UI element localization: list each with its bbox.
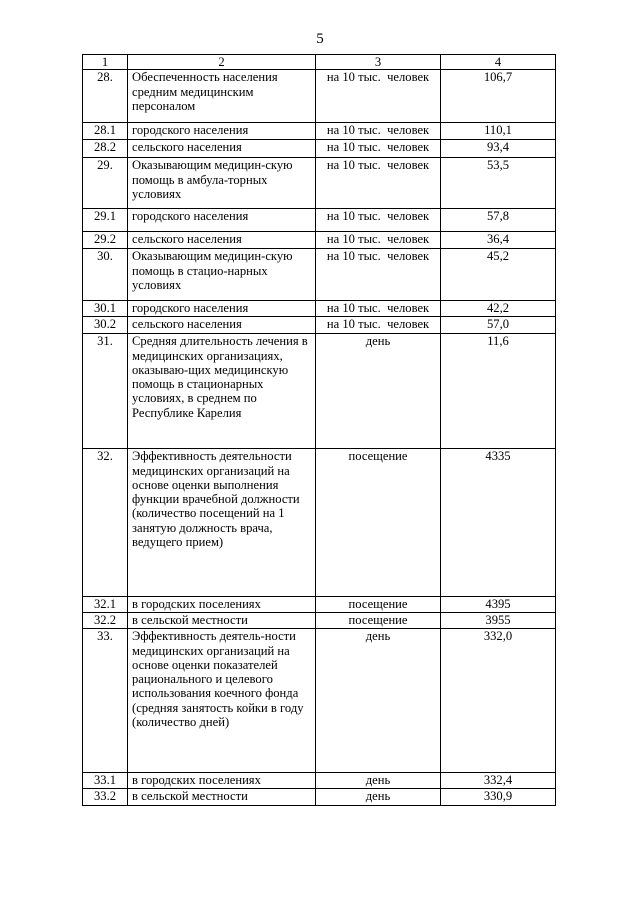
indicator-name: городского населения (128, 301, 316, 317)
indicator-name: Оказывающим медицин-скую помощь в стацио-нарных условиях (128, 249, 316, 301)
indicator-name: Эффективность деятельности медицинских организаций на основе оценки выполнения функции врачебной должности (количество посещений на 1 занятую должность врача, ведущего прием) (128, 449, 316, 597)
row-number: 28.1 (83, 123, 128, 140)
row-number: 32.1 (83, 597, 128, 613)
row-number: 33.1 (83, 773, 128, 789)
indicator-value: 53,5 (441, 158, 556, 209)
row-number: 33. (83, 629, 128, 773)
table-row (83, 232, 556, 249)
unit-of-measure: на 10 тыс. человек (316, 70, 441, 123)
indicator-value: 332,4 (441, 773, 556, 789)
unit-of-measure: на 10 тыс. человек (316, 249, 441, 301)
unit-of-measure: на 10 тыс. человек (316, 232, 441, 249)
column-header-4: 4 (441, 55, 556, 70)
indicator-value: 36,4 (441, 232, 556, 249)
indicator-value: 42,2 (441, 301, 556, 317)
column-header-2: 2 (128, 55, 316, 70)
table-row (83, 70, 556, 123)
indicator-value: 4335 (441, 449, 556, 597)
unit-of-measure: день (316, 629, 441, 773)
table-row (83, 301, 556, 317)
row-number: 28.2 (83, 140, 128, 158)
indicator-value: 11,6 (441, 334, 556, 449)
indicator-name: сельского населения (128, 232, 316, 249)
unit-of-measure: посещение (316, 449, 441, 597)
indicator-value: 57,8 (441, 209, 556, 232)
unit-of-measure: на 10 тыс. человек (316, 209, 441, 232)
row-number: 33.2 (83, 789, 128, 806)
table-row (83, 629, 556, 773)
unit-of-measure: на 10 тыс. человек (316, 123, 441, 140)
unit-of-measure: день (316, 773, 441, 789)
indicator-value: 57,0 (441, 317, 556, 334)
column-header-1: 1 (83, 55, 128, 70)
indicator-name: Оказывающим медицин-скую помощь в амбула-торных условиях (128, 158, 316, 209)
unit-of-measure: посещение (316, 597, 441, 613)
column-header-3: 3 (316, 55, 441, 70)
indicator-name: городского населения (128, 209, 316, 232)
row-number: 32.2 (83, 613, 128, 629)
row-number: 31. (83, 334, 128, 449)
row-number: 29.2 (83, 232, 128, 249)
indicator-name: в городских поселениях (128, 597, 316, 613)
indicator-value: 110,1 (441, 123, 556, 140)
indicator-value: 3955 (441, 613, 556, 629)
indicator-name: в городских поселениях (128, 773, 316, 789)
indicator-name: Обеспеченность населения средним медицинским персоналом (128, 70, 316, 123)
indicator-name: Эффективность деятель-ности медицинских организаций на основе оценки показателей рационального и целевого использования коечного фонда (средняя занятость койки в году (количество дней) (128, 629, 316, 773)
row-number: 30. (83, 249, 128, 301)
unit-of-measure: день (316, 789, 441, 806)
indicator-name: в сельской местности (128, 613, 316, 629)
indicator-value: 4395 (441, 597, 556, 613)
row-number: 32. (83, 449, 128, 597)
table-row (83, 209, 556, 232)
table-row (83, 140, 556, 158)
indicators-table (82, 54, 556, 806)
table-row (83, 449, 556, 597)
table-row (83, 773, 556, 789)
table-row (83, 158, 556, 209)
row-number: 30.1 (83, 301, 128, 317)
indicator-name: сельского населения (128, 140, 316, 158)
unit-of-measure: день (316, 334, 441, 449)
table-row (83, 317, 556, 334)
indicator-value: 332,0 (441, 629, 556, 773)
row-number: 30.2 (83, 317, 128, 334)
indicator-value: 93,4 (441, 140, 556, 158)
unit-of-measure: на 10 тыс. человек (316, 158, 441, 209)
unit-of-measure: посещение (316, 613, 441, 629)
unit-of-measure: на 10 тыс. человек (316, 301, 441, 317)
indicator-name: городского населения (128, 123, 316, 140)
unit-of-measure: на 10 тыс. человек (316, 317, 441, 334)
indicator-value: 45,2 (441, 249, 556, 301)
page-number: 5 (316, 31, 324, 47)
indicator-name: Средняя длительность лечения в медицинских организациях, оказываю-щих медицинскую помощь в стационарных условиях, в среднем по Республике Карелия (128, 334, 316, 449)
table-header-row (83, 55, 556, 70)
row-number: 29.1 (83, 209, 128, 232)
row-number: 29. (83, 158, 128, 209)
table-row (83, 789, 556, 806)
indicator-name: в сельской местности (128, 789, 316, 806)
table-row (83, 334, 556, 449)
table-row (83, 249, 556, 301)
indicator-name: сельского населения (128, 317, 316, 334)
unit-of-measure: на 10 тыс. человек (316, 140, 441, 158)
table-row (83, 613, 556, 629)
table-row (83, 123, 556, 140)
indicator-value: 330,9 (441, 789, 556, 806)
table-row (83, 597, 556, 613)
row-number: 28. (83, 70, 128, 123)
indicator-value: 106,7 (441, 70, 556, 123)
